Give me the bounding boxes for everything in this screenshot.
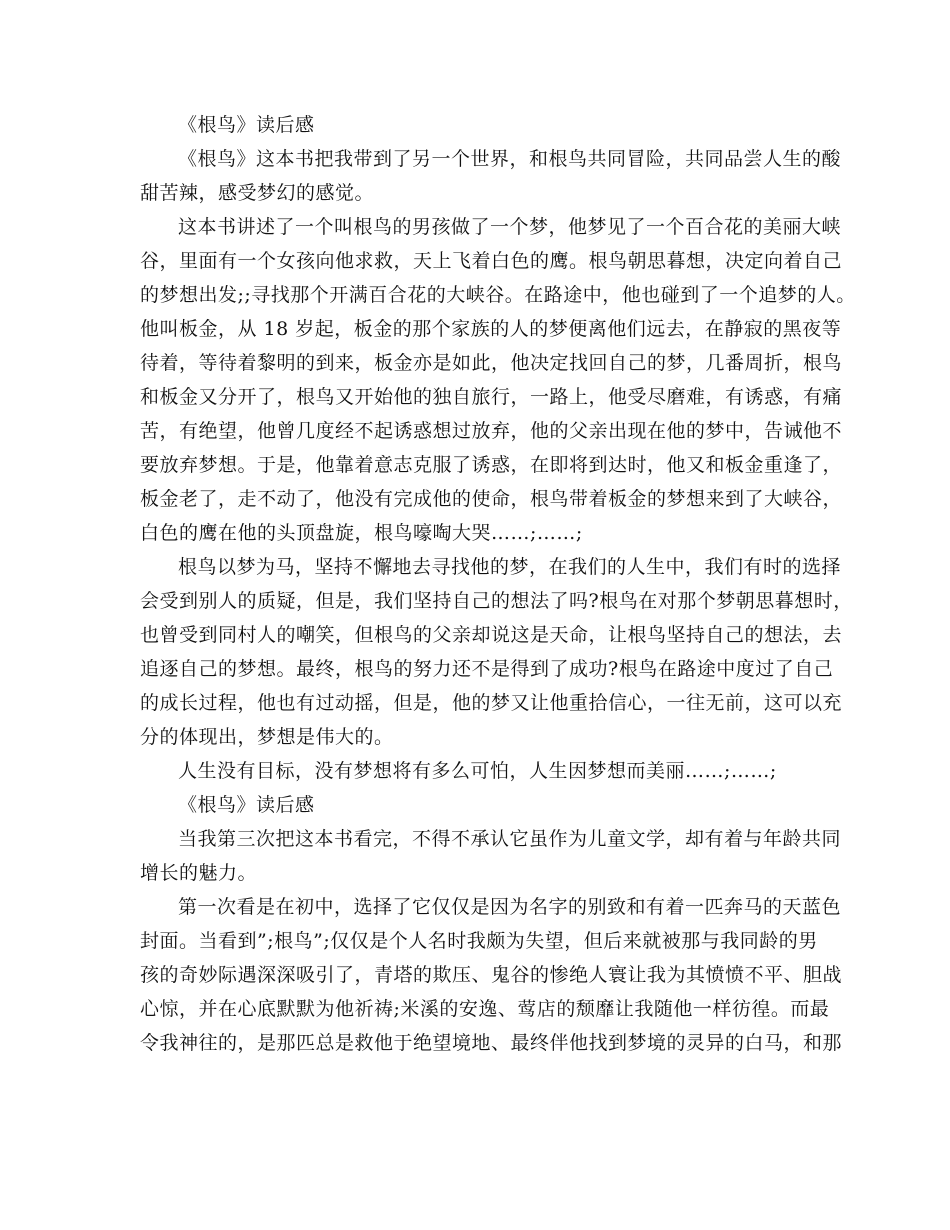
text-line: 这本书讲述了一个叫根鸟的男孩做了一个梦，他梦见了一个百合花的美丽大峡 xyxy=(178,216,842,238)
text-line: 追逐自己的梦想。最终，根鸟的努力还不是得到了成功?根鸟在路途中度过了自己 xyxy=(140,658,834,680)
text-line: 心惊，并在心底默默为他祈祷;米溪的安逸、莺店的颓靡让我随他一样彷徨。而最 xyxy=(140,998,830,1020)
text-line: 《根鸟》这本书把我带到了另一个世界，和根鸟共同冒险，共同品尝人生的酸 xyxy=(178,148,842,170)
text-line: 当我第三次把这本书看完，不得不承认它虽作为儿童文学，却有着与年龄共同 xyxy=(178,828,842,850)
text-line: 增长的魅力。 xyxy=(140,862,258,884)
text-line: 孩的奇妙际遇深深吸引了，青塔的欺压、鬼谷的惨绝人寰让我为其愤愤不平、胆战 xyxy=(140,964,843,986)
document-page xyxy=(140,108,856,1060)
text-line: 根鸟以梦为马，坚持不懈地去寻找他的梦，在我们的人生中，我们有时的选择 xyxy=(178,556,842,578)
text-line: 人生没有目标，没有梦想将有多么可怕，人生因梦想而美丽……;……; xyxy=(178,760,777,782)
text-line: 分的体现出，梦想是伟大的。 xyxy=(140,726,394,748)
text-line: 的成长过程，他也有过动摇，但是，他的梦又让他重拾信心，一往无前，这可以充 xyxy=(140,692,843,714)
text-line: 封面。当看到”;根鸟”;仅仅是个人名时我颇为失望，但后来就被那与我同龄的男 xyxy=(140,930,818,952)
text-line: 白色的鹰在他的头顶盘旋，根鸟嚎啕大哭……;……; xyxy=(140,522,583,544)
text-line: 第一次看是在初中，选择了它仅仅是因为名字的别致和有着一匹奔马的天蓝色 xyxy=(178,896,842,918)
text-line: 待着，等待着黎明的到来，板金亦是如此，他决定找回自己的梦，几番周折，根鸟 xyxy=(140,352,843,374)
text-line: 的梦想出发;;寻找那个开满百合花的大峡谷。在路途中，他也碰到了一个追梦的人。 xyxy=(140,284,856,306)
text-line: 他叫板金，从 18 岁起，板金的那个家族的人的梦便离他们远去，在静寂的黑夜等 xyxy=(140,318,842,340)
text-line: 《根鸟》读后感 xyxy=(178,794,315,816)
text-line: 板金老了，走不动了，他没有完成他的使命，根鸟带着板金的梦想来到了大峡谷， xyxy=(140,488,843,510)
text-line: 要放弃梦想。于是，他靠着意志克服了诱惑，在即将到达时，他又和板金重逢了， xyxy=(140,454,843,476)
text-line: 会受到别人的质疑，但是，我们坚持自己的想法了吗?根鸟在对那个梦朝思暮想时， xyxy=(140,590,853,612)
text-line: 也曾受到同村人的嘲笑，但根鸟的父亲却说这是天命，让根鸟坚持自己的想法，去 xyxy=(140,624,843,646)
text-line: 令我神往的，是那匹总是救他于绝望境地、最终伴他找到梦境的灵异的白马，和那 xyxy=(140,1032,843,1054)
text-line: 谷，里面有一个女孩向他求救，天上飞着白色的鹰。根鸟朝思暮想，决定向着自己 xyxy=(140,250,843,272)
text-line: 苦，有绝望，他曾几度经不起诱惑想过放弃，他的父亲出现在他的梦中，告诫他不 xyxy=(140,420,843,442)
text-line: 《根鸟》读后感 xyxy=(178,114,315,136)
text-line: 和板金又分开了，根鸟又开始他的独自旅行，一路上，他受尽磨难，有诱惑，有痛 xyxy=(140,386,843,408)
text-line: 甜苦辣，感受梦幻的感觉。 xyxy=(140,182,375,204)
